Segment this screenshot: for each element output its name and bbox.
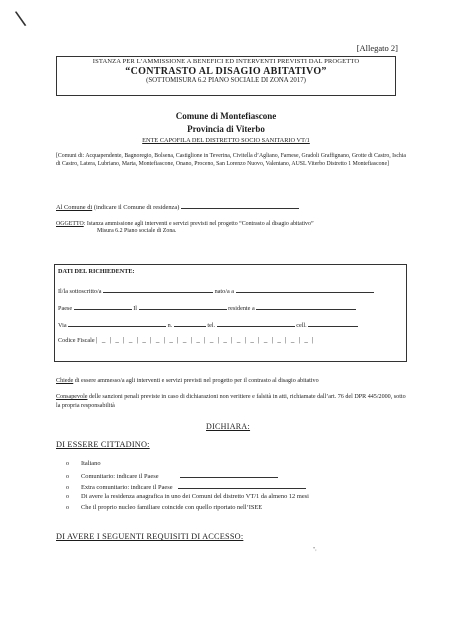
option-label: Extra comunitario: indicare il Paese bbox=[81, 484, 173, 491]
cittadino-heading: DI ESSERE CITTADINO: bbox=[56, 440, 150, 449]
al-comune-field[interactable] bbox=[181, 202, 299, 209]
residente-field[interactable] bbox=[256, 303, 356, 310]
requisiti-heading: DI AVERE I SEGUENTI REQUISITI DI ACCESSO: bbox=[56, 532, 244, 541]
option-residenza bbox=[66, 493, 309, 500]
cell-label: cell. bbox=[296, 322, 307, 329]
allegato-label: [Allegato 2] bbox=[356, 43, 398, 53]
codice-fiscale-label: Codice Fiscale bbox=[58, 337, 95, 344]
title-line-1: ISTANZA PER L’AMMISSIONE A BENEFICI ED INTERVENTI PREVISTI DAL PROGETTO bbox=[92, 58, 360, 65]
sottoscritto-label: Il/la sottoscritto/a bbox=[58, 288, 102, 295]
via-label: Via bbox=[58, 322, 67, 329]
oggetto-line-2: Misura 6.2 Piano sociale di Zona. bbox=[97, 228, 177, 234]
consapevole-text: delle sanzioni penali previste in caso di dichiarazioni non veritiere e falsità in atti, richiamate dall’art. 76 del DPR 445/2000, sotto la propria responsabilità bbox=[56, 394, 406, 409]
tel-label: tel. bbox=[207, 322, 216, 329]
option-bullet[interactable]: o bbox=[66, 505, 69, 511]
comuni-list: [Comuni di: Acquapendente, Bagnoregio, Bolsena, Castiglione in Teverina, Civitella d’Agliano, Farnese, Gradoli Graffignano, Grotte di Castro, Ischia di Castro, Latera, Lubriano, Marta, Montefiascone, Onano, Proceno, San Lorenzo Nuovo, Valentano, AUSL Viterbo Distretto 1 Montefiascone] bbox=[56, 153, 406, 168]
il-label: Il bbox=[133, 305, 137, 312]
n-label: n. bbox=[167, 322, 173, 329]
paese-field[interactable] bbox=[74, 303, 132, 310]
option-italiano bbox=[66, 460, 101, 467]
option-comunitario bbox=[66, 471, 278, 480]
row-sottoscritto bbox=[58, 286, 374, 295]
speck-mark: •, bbox=[313, 546, 317, 552]
provincia-heading: Provincia di Viterbo bbox=[187, 124, 265, 134]
consapevole-label: Consapevole bbox=[56, 394, 88, 400]
comunitario-paese-field[interactable] bbox=[180, 471, 278, 478]
row-paese bbox=[58, 303, 356, 312]
title-box bbox=[56, 56, 396, 96]
oggetto-label: OGGETTO bbox=[56, 221, 84, 227]
option-nucleo bbox=[66, 504, 262, 511]
via-field[interactable] bbox=[68, 320, 166, 327]
chiede-line bbox=[56, 378, 406, 384]
title-line-2: “CONTRASTO AL DISAGIO ABITATIVO” bbox=[125, 65, 327, 77]
chiede-label: Chiede bbox=[56, 378, 74, 384]
option-bullet[interactable]: o bbox=[66, 485, 69, 491]
dichiara-heading: DICHIARA: bbox=[206, 422, 251, 431]
residente-label: residente a bbox=[228, 305, 255, 312]
oggetto-text: : Istanza ammissione agli interventi e servizi previsti nel progetto “Contrasto al disagio abitativo” bbox=[83, 221, 314, 227]
codice-fiscale-boxes[interactable]: |_|_|_|_|_|_|_|_|_|_|_|_|_|_|_|_| bbox=[96, 336, 318, 344]
dati-richiedente-box bbox=[54, 264, 407, 362]
il-field[interactable] bbox=[139, 303, 227, 310]
n-field[interactable] bbox=[174, 320, 206, 327]
chiede-text: di essere ammesso/a agli interventi e servizi previsti nel progetto per il contrasto al disagio abitativo bbox=[73, 378, 319, 384]
sottoscritto-field[interactable] bbox=[103, 286, 213, 293]
extracomunitario-paese-field[interactable] bbox=[178, 482, 306, 489]
paese-label: Paese bbox=[58, 305, 73, 312]
cell-field[interactable] bbox=[308, 320, 358, 327]
oggetto-block bbox=[56, 221, 406, 234]
dati-heading: DATI DEL RICHIEDENTE: bbox=[58, 268, 135, 275]
option-label: Italiano bbox=[81, 460, 101, 467]
tel-field[interactable] bbox=[217, 320, 295, 327]
option-extracomunitario bbox=[66, 482, 306, 491]
al-comune-line bbox=[56, 202, 299, 211]
row-codice-fiscale bbox=[58, 336, 318, 344]
pen-mark: \ bbox=[13, 5, 28, 31]
capofila-heading: ENTE CAPOFILA DEL DISTRETTO SOCIO SANITARIO VT/1 bbox=[142, 137, 310, 144]
option-label: Che il proprio nucleo familiare coincide con quello riportato nell’ISEE bbox=[81, 504, 263, 511]
row-via bbox=[58, 320, 358, 329]
option-bullet[interactable]: o bbox=[66, 461, 69, 467]
option-label: Comunitario: indicare il Paese bbox=[81, 473, 159, 480]
option-bullet[interactable]: o bbox=[66, 494, 69, 500]
consapevole-block bbox=[56, 393, 408, 410]
option-label: Di avere la residenza anagrafica in uno dei Comuni del distretto VT/1 da almeno 12 mesi bbox=[81, 493, 309, 500]
al-comune-label: Al Comune di bbox=[56, 204, 93, 211]
al-comune-hint: (indicare il Comune di residenza) bbox=[93, 204, 180, 211]
option-bullet[interactable]: o bbox=[66, 474, 69, 480]
nato-field[interactable] bbox=[236, 286, 374, 293]
comune-heading: Comune di Montefiascone bbox=[175, 111, 277, 121]
nato-label: nato/a a bbox=[214, 288, 234, 295]
title-line-3: (SOTTOMISURA 6.2 PIANO SOCIALE DI ZONA 2017) bbox=[146, 77, 306, 85]
